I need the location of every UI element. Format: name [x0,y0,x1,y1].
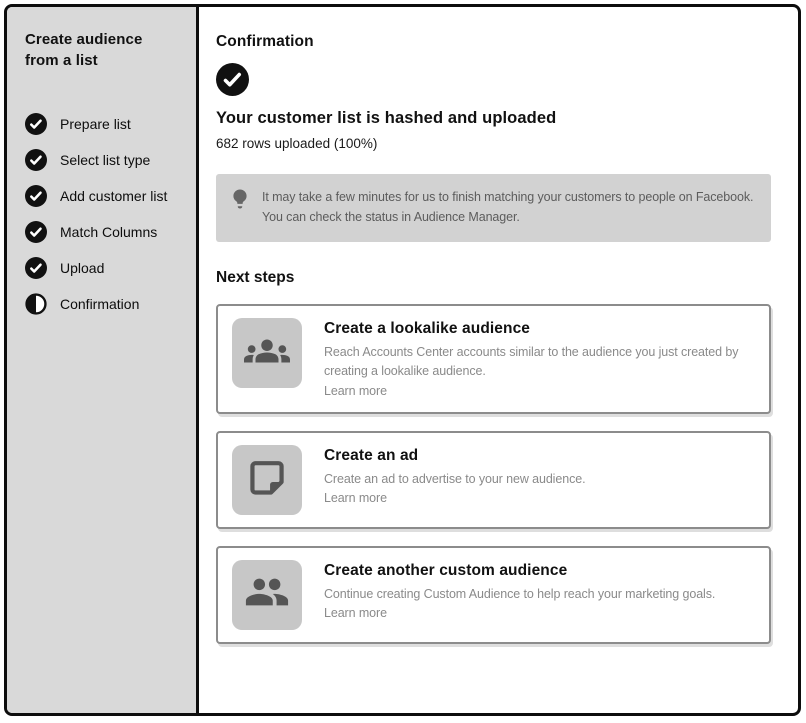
half-circle-icon [25,293,47,315]
check-circle-icon [25,185,47,207]
step-select-list-type [25,149,178,171]
upload-status-title: Your customer list is hashed and uploaded [216,109,557,127]
step-confirmation [25,293,178,315]
card-icon-box [232,318,302,388]
confirmation-panel [199,7,798,713]
wizard-steps [25,113,178,315]
info-banner [216,174,771,242]
step-prepare-list [25,113,178,135]
step-add-customer-list [25,185,178,207]
card-title: Create another custom audience [324,561,568,579]
wizard-sidebar [7,7,199,713]
card-create-lookalike-audience[interactable] [216,304,771,414]
card-title: Create a lookalike audience [324,320,531,337]
learn-more-link[interactable]: Learn more [324,383,387,398]
step-label: Select list type [60,152,151,168]
card-body [324,318,754,400]
step-label: Match Columns [60,224,158,240]
lightbulb-icon [229,188,251,214]
card-description: Create an ad to advertise to your new audience. [324,471,586,486]
next-steps-heading: Next steps [216,269,295,286]
wizard-title: Create audience from a list [25,31,143,69]
page-title: Confirmation [216,33,314,50]
check-circle-icon [25,257,47,279]
upload-status-subtitle: 682 rows uploaded (100%) [216,136,378,151]
card-description: Continue creating Custom Audience to help reach your marketing goals. [324,586,716,601]
step-match-columns [25,221,178,243]
info-banner-text: It may take a few minutes for us to finish matching your customers to people on Facebook. You can check the status in Audience Manager. [262,190,754,224]
learn-more-link[interactable]: Learn more [324,491,387,506]
card-icon-box [232,560,302,630]
card-title: Create an ad [324,446,419,464]
card-create-another-custom-audience[interactable] [216,546,771,644]
step-label: Add customer list [60,188,168,204]
check-circle-icon [25,149,47,171]
check-circle-icon [25,113,47,135]
check-circle-icon [25,221,47,243]
people-icon [244,569,290,620]
step-label: Prepare list [60,116,131,132]
app-window [4,4,801,716]
groups-icon [244,328,290,379]
success-check-circle-icon [216,63,249,96]
step-label: Upload [60,260,105,276]
card-body [324,445,585,507]
step-upload [25,257,178,279]
card-body [324,560,715,622]
card-icon-box [232,445,302,515]
learn-more-link[interactable]: Learn more [324,606,387,621]
card-description: Reach Accounts Center accounts similar to the audience you just created by creating a lookalike audience. [324,345,739,379]
note-icon [244,454,290,505]
card-create-an-ad[interactable] [216,431,771,529]
step-label: Confirmation [60,296,140,312]
